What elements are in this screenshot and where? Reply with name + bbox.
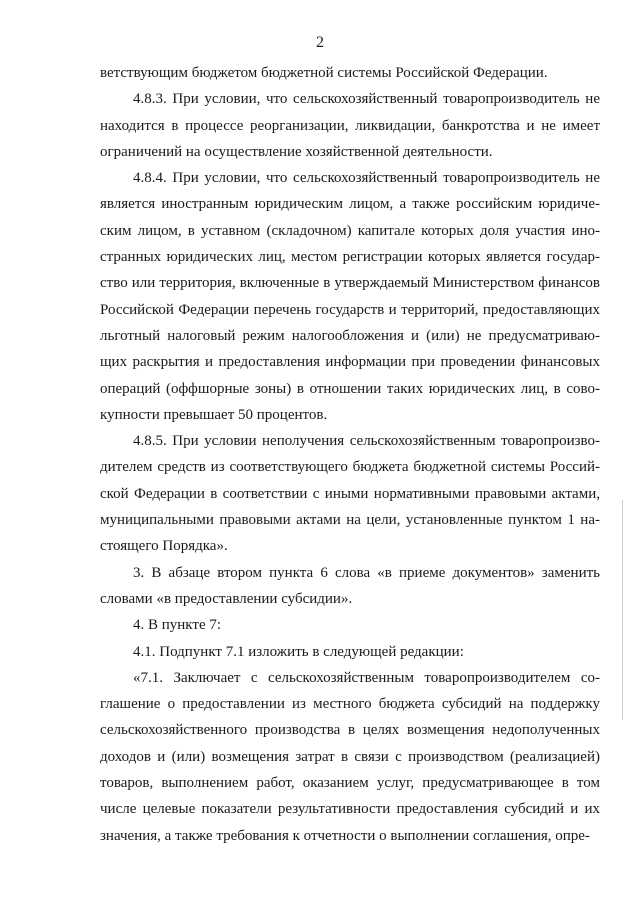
text-line: ограничений на осуществление хозяйственной деятельности.: [100, 143, 493, 160]
text-line: товаров, выполнением работ, оказанием услуг, предусматривающее в том: [100, 775, 600, 792]
text-line: 4. В пункте 7:: [133, 617, 222, 634]
text-line: 4.8.4. При условии, что сельскохозяйственный товаропроизводитель не: [133, 170, 600, 187]
text-line: щих раскрытия и предоставления информации при проведении финансовых: [100, 354, 600, 371]
text-line: 3. В абзаце втором пункта 6 слова «в приеме документов» заменить: [133, 564, 600, 581]
text-line: купности превышает 50 процентов.: [100, 406, 328, 423]
text-line: ветствующим бюджетом бюджетной системы Российской Федерации.: [100, 65, 548, 81]
text-line: числе целевые показатели результативности предоставления субсидий и их: [100, 801, 600, 818]
paragraph-7-1: [100, 665, 600, 849]
text-line: ство или территория, включенные в утверждаемый Министерством финансов: [100, 275, 600, 292]
paragraph-3: [100, 560, 600, 613]
text-line: значения, а также требования к отчетности о выполнении соглашения, опре-: [100, 827, 590, 844]
text-line: дителем средств из соответствующего бюджета бюджетной системы Россий-: [100, 459, 600, 476]
paragraph-4-8-5: [100, 428, 600, 559]
text-line: ским лицом, в уставном (складочном) капитале которых доля участия ино-: [100, 222, 600, 239]
text-line: находится в процессе реорганизации, ликвидации, банкротства и не имеет: [100, 117, 600, 134]
text-line: 4.8.5. При условии неполучения сельскохозяйственным товаропроизво-: [133, 433, 600, 450]
paragraph-4-1: [100, 639, 600, 665]
page-number: 2: [316, 34, 324, 51]
text-line: «7.1. Заключает с сельскохозяйственным товаропроизводителем со-: [133, 669, 600, 686]
text-line: Российской Федерации перечень государств и территорий, предоставляющих: [100, 301, 600, 318]
text-line: сельскохозяйственного производства в целях возмещения недополученных: [100, 722, 600, 739]
text-line: операций (оффшорные зоны) в отношении таких юридических лиц, в сово-: [100, 380, 600, 397]
text-line: муниципальными правовыми актами на цели, установленные пунктом 1 на-: [100, 512, 600, 529]
text-line: 4.1. Подпункт 7.1 изложить в следующей редакции:: [133, 643, 464, 660]
paragraph-4-8-4: [100, 165, 600, 428]
text-line: стоящего Порядка».: [100, 538, 228, 555]
text-line: доходов и (или) возмещения затрат в связи с производством (реализацией): [100, 748, 600, 765]
text-line: 4.8.3. При условии, что сельскохозяйственный товаропроизводитель не: [133, 91, 600, 108]
paragraph-4-8-3: [100, 86, 600, 165]
text-line: странных юридических лиц, местом регистрации которых является государ-: [100, 249, 600, 266]
document-body: [100, 60, 600, 849]
paragraph-continuation: [100, 60, 600, 86]
scan-edge-mark: [622, 500, 623, 720]
text-line: является иностранным юридическим лицом, а также российским юридиче-: [100, 196, 600, 213]
text-line: ской Федерации в соответствии с иными нормативными правовыми актами,: [100, 485, 600, 502]
text-line: глашение о предоставлении из местного бюджета субсидий на поддержку: [100, 696, 600, 713]
text-line: льготный налоговый режим налогообложения и (или) не предусматриваю-: [100, 327, 600, 344]
text-line: словами «в предоставлении субсидии».: [100, 590, 353, 607]
paragraph-4: [100, 612, 600, 638]
